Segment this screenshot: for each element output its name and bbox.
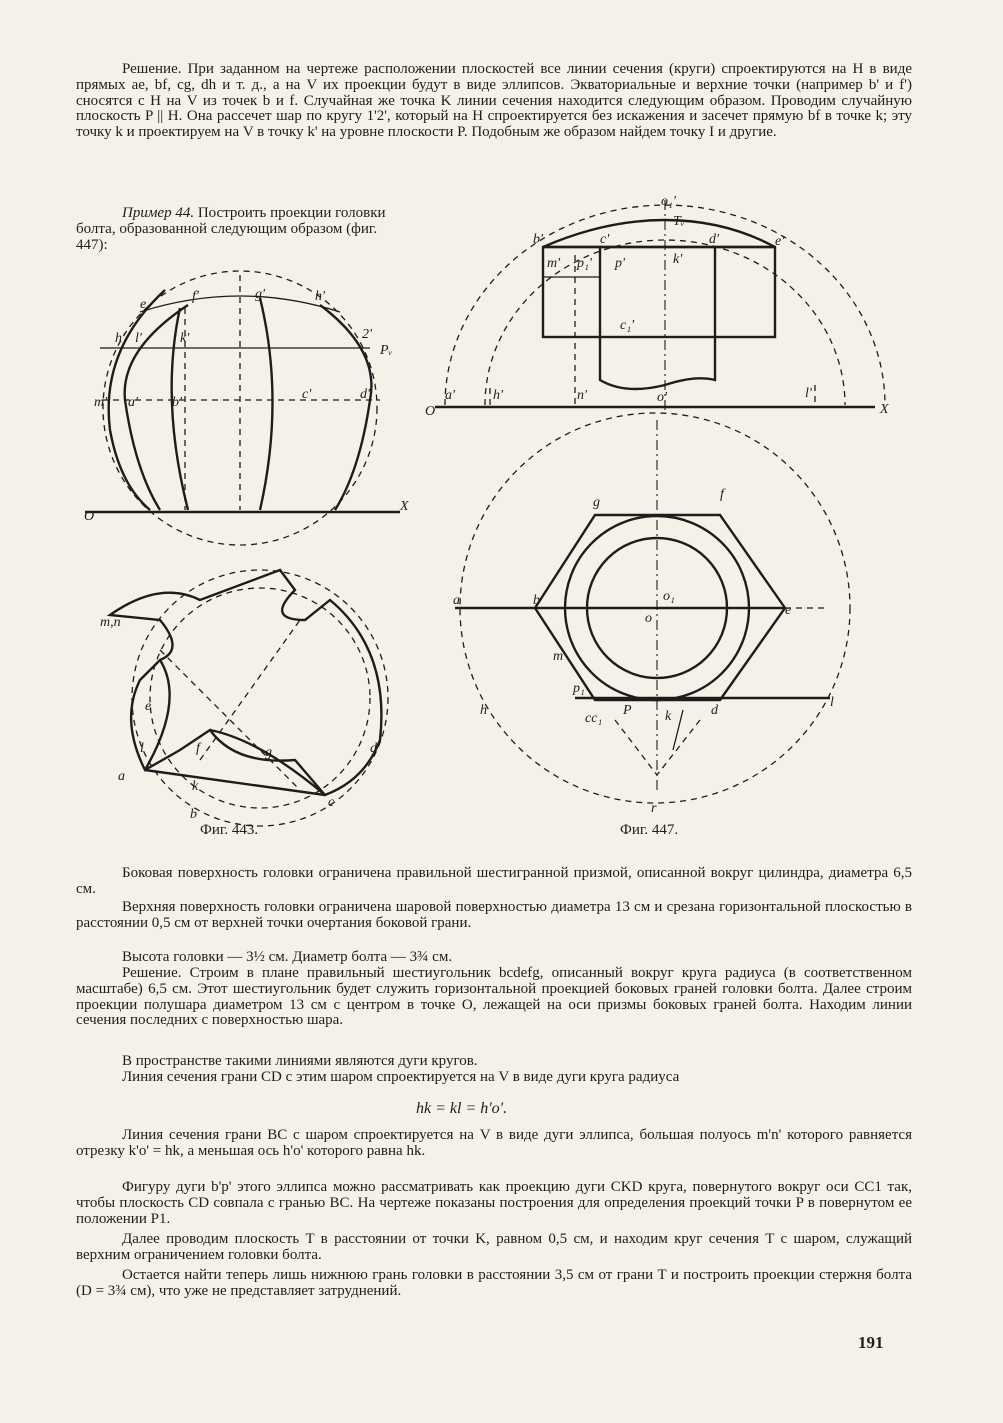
page-number: 191: [858, 1333, 884, 1352]
label-a-plan: a: [118, 769, 125, 784]
label-c: c': [600, 232, 610, 247]
label-e: e: [140, 297, 147, 312]
paragraph-4: Высота головки — 3½ см. Диаметр болта — 3¾ см.: [122, 949, 453, 965]
label-g-plan: g: [265, 745, 272, 760]
label-b: b': [172, 395, 182, 410]
label-2: 2': [362, 327, 372, 342]
fig447-caption: Фиг. 447.: [620, 822, 679, 838]
paragraph-3: Верхняя поверхность головки ограничена шаровой поверхностью диаметра 13 см и срезана горизонтальной плоскостью в расстоянии 0,5 см от верхней точки очертания боковой грани.: [76, 899, 912, 931]
label-a: a': [128, 395, 138, 410]
label-c1: c₁': [620, 318, 635, 333]
fig443-caption: Фиг. 443.: [200, 822, 259, 838]
label-P-plan: P: [623, 703, 632, 718]
label-e-plan: e: [785, 603, 792, 618]
label-r-plan: r: [651, 801, 657, 816]
label-e-plan: e: [145, 699, 152, 714]
label-k-plan: k: [665, 709, 672, 724]
paragraph-7: Линия сечения грани CD с этим шаром спроектируется на V в виде дуги круга радиуса: [122, 1069, 680, 1085]
label-e: e': [775, 234, 785, 249]
label-O: O: [425, 404, 436, 419]
label-m: m': [94, 395, 108, 410]
label-m-plan: m: [553, 649, 564, 664]
label-T: Tᵥ: [673, 214, 685, 229]
label-m: m': [547, 256, 561, 271]
example-heading: Пример 44.: [122, 205, 195, 221]
label-g-plan: g: [593, 495, 600, 510]
label-c-plan: c: [328, 795, 335, 810]
label-l: l': [805, 386, 812, 401]
paragraph-10: Далее проводим плоскость T в расстоянии от точки K, равном 0,5 см, и находим круг сечения T с шаром, служащий верхним ограничением головки болта.: [76, 1231, 912, 1263]
label-b-plan: b: [190, 807, 197, 822]
label-f-plan: f: [720, 487, 724, 502]
label-p1: p₁': [577, 256, 592, 271]
solution-paragraph-1: Решение. При заданном на чертеже расположении плоскостей все линии сечения (круги) спроектируются на H в виде прямых ae, bf, cg, dh и т. д., а на V их проекции будут в виде эллипсов. Экваториальные и верхние точки (например b' и f') сносятся с H на V из точек b и f. Случайная же точка K линии сечения находится следующим образом. Проводим случайную плоскость P || H. Она рассечет шар по кругу 1'2', который на H спроектируется без искажения и засечет прямую bf в точке k; эту точку k и проектируем на V в точку k' на уровне плоскости P. Подобным же образом найдем точку I и другие.: [76, 61, 912, 141]
paragraph-5: Решение. Строим в плане правильный шестиугольник bcdefg, описанный вокруг круга радиуса (в соответственном масштабе) 6,5 см. Этот шестиугольник будет служить горизонтальной проекцией боковых граней головки болта. Далее строим проекции полушара диаметром 13 см с центром в точке O, лежащей на оси призмы боковых граней болта. Находим линии сечения последних с поверхностью шара.: [76, 965, 912, 1029]
label-o-plan: o: [645, 611, 652, 626]
label-a-plan: a: [453, 593, 460, 608]
fig443-plan-view: [100, 560, 400, 820]
fig443-front-view: [80, 270, 420, 530]
label-p1-plan: p₁: [573, 681, 585, 696]
paragraph-8: Линия сечения грани BC с шаром спроектируется на V в виде дуги эллипса, большая полуось m'n' которого равняется отрезку k'o' = hk, а меньшая ось h'o' которого равна hk.: [76, 1127, 912, 1159]
label-a: a': [445, 388, 455, 403]
label-pv: Pᵥ: [380, 343, 393, 358]
example-44: [76, 206, 406, 253]
label-O: O: [84, 509, 95, 524]
fig447-plan-view: [445, 420, 865, 820]
top-sphere-arc: [543, 220, 775, 247]
label-l1: l': [135, 331, 142, 346]
label-o1-plan: o₁: [663, 589, 675, 604]
label-d-plan: d: [711, 703, 718, 718]
label-d-plan: d: [370, 741, 377, 756]
label-X: X: [880, 402, 889, 417]
label-l-plan: l: [140, 741, 144, 756]
label-h: h': [493, 388, 503, 403]
label-f: f': [192, 289, 199, 304]
label-k: k': [673, 252, 683, 267]
label-c: c': [302, 387, 312, 402]
label-d: d': [709, 232, 719, 247]
section-curve-c: [260, 298, 273, 510]
paragraph-2: Боковая поверхность головки ограничена правильной шестигранной призмой, описанной вокруг цилиндра, диаметра 6,5 см.: [76, 865, 912, 897]
label-b-plan: b: [533, 593, 540, 608]
label-h: h': [315, 289, 325, 304]
label-b: b': [533, 232, 543, 247]
label-X: X: [400, 499, 409, 514]
label-k-plan: k: [192, 779, 199, 794]
label-h-plan: h: [480, 703, 487, 718]
paragraph-9: Фигуру дуги b'p' этого эллипса можно рассматривать как проекцию дуги CKD круга, повернутого вокруг оси CC1 так, чтобы плоскость CD совпала с гранью BC. На чертеже показаны построения для определения проекций точки P в повернутом ее положении P1.: [76, 1179, 912, 1227]
label-g: g': [255, 287, 265, 302]
label-p: p': [615, 256, 625, 271]
label-cc1-plan: cc₁: [585, 711, 603, 726]
label-n: n': [577, 388, 587, 403]
bolt-stem: [600, 337, 715, 389]
fig447-front-view: [425, 195, 895, 420]
label-f-plan: f: [196, 741, 200, 756]
paragraph-11: Остается найти теперь лишь нижнюю грань головки в расстоянии 3,5 см от грани T и построить проекции стержня болта (D = 3¾ см), что уже не представляет затруднений.: [76, 1267, 912, 1299]
label-k1: k': [180, 331, 190, 346]
label-h1: h': [115, 331, 125, 346]
formula: hk = kl = h'o'.: [416, 1100, 508, 1117]
label-d: d': [360, 387, 370, 402]
label-o1: o₁': [661, 194, 676, 209]
paragraph-6: В пространстве такими линиями являются дуги кругов.: [122, 1053, 478, 1069]
label-mn: m,n: [100, 615, 121, 630]
example-text: Построить проекции головки болта, образованной следующим образом (фиг. 447):: [76, 205, 386, 253]
label-o: o': [657, 390, 667, 405]
label-l-plan: l: [830, 695, 834, 710]
